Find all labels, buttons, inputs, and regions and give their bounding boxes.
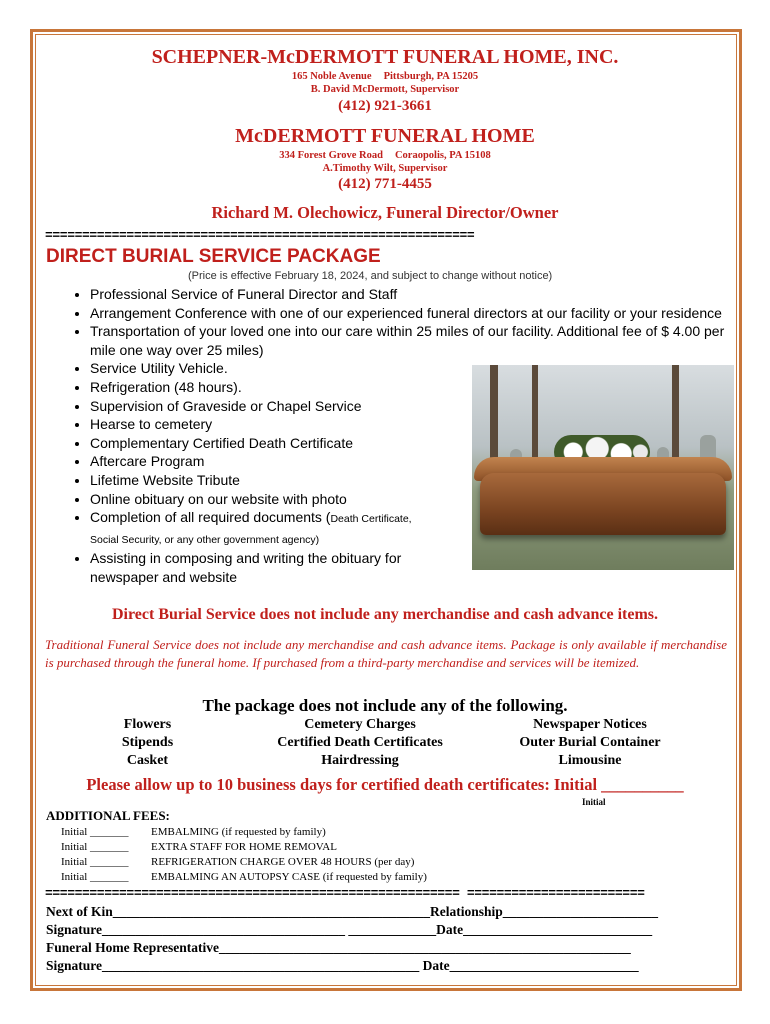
list-item: • Arrangement Conference with one of our experienced funeral directors at our facility or your residence <box>90 304 728 323</box>
phone-2: (412) 771-4455 <box>338 176 432 192</box>
list-item: Newspaper Notices <box>533 717 647 732</box>
exclusions-col-1 <box>95 716 200 770</box>
package-title: DIRECT BURIAL SERVICE PACKAGE <box>46 246 381 267</box>
list-item: Outer Burial Container <box>519 735 661 750</box>
initial-label: Initial <box>582 797 606 807</box>
phone-1: (412) 921-3661 <box>338 98 432 114</box>
list-item: • Aftercare Program <box>90 452 728 471</box>
list-item: Casket <box>126 753 169 768</box>
divider-top: ========================================================== <box>45 228 475 243</box>
divider-bottom: ======================================================== ======================== <box>45 886 645 901</box>
list-item: • Lifetime Website Tribute <box>90 471 728 490</box>
list-item: Hairdressing <box>321 753 399 768</box>
traditional-service-note: Traditional Funeral Service does not include any merchandise and cash advance items. Package is only available if merchandise is purchased through the funeral home. If purchased from a third-party merchandise and services will be itemized. <box>45 637 727 670</box>
supervisor-2: A.Timothy Wilt, Supervisor <box>322 163 448 174</box>
list-item: Certified Death Certificates <box>277 735 443 750</box>
additional-fees-title: ADDITIONAL FEES: <box>46 808 170 823</box>
signature-field[interactable]: Signature____________________________________ _____________Date____________________________ <box>46 922 653 937</box>
company-name-1: SCHEPNER-McDERMOTT FUNERAL HOME, INC. <box>151 46 619 68</box>
exclusions-title: The package does not include any of the following. <box>202 696 568 715</box>
certificate-initial-line[interactable]: Please allow up to 10 business days for certified death certificates: Initial __________ <box>86 775 684 794</box>
owner-line: Richard M. Olechowicz, Funeral Director/Owner <box>211 203 559 222</box>
address-1: 165 Noble Avenue Pittsburgh, PA 15205 <box>291 71 479 82</box>
supervisor-1: B. David McDermott, Supervisor <box>310 84 460 95</box>
list-item: Stipends <box>121 735 174 750</box>
company-name-2: McDERMOTT FUNERAL HOME <box>235 125 535 147</box>
list-item: • Supervision of Graveside or Chapel Service <box>90 397 728 416</box>
list-item: • Transportation of your loved one into our care within 25 miles of our facility. Additional fee of $ 4.00 per mile one way over 25 miles) <box>90 322 728 359</box>
representative-signature-field[interactable]: Signature_______________________________________________ Date____________________________ <box>46 958 639 973</box>
fee-row[interactable]: Initial _______ EXTRA STAFF FOR HOME REMOVAL <box>61 841 337 853</box>
representative-field[interactable]: Funeral Home Representative_____________________________________________________________ <box>46 940 631 955</box>
fee-row[interactable]: Initial _______ REFRIGERATION CHARGE OVER 48 HOURS (per day) <box>61 856 415 868</box>
list-item: Flowers <box>123 717 172 732</box>
list-item: • Assisting in composing and writing the obituary for newspaper and website <box>90 549 435 586</box>
fee-row[interactable]: Initial _______ EMBALMING AN AUTOPSY CASE (if requested by family) <box>61 871 427 883</box>
list-item: Limousine <box>558 753 622 768</box>
list-item: • Complementary Certified Death Certificate <box>90 434 728 453</box>
exclusions-col-2 <box>260 716 460 770</box>
merchandise-notice: Direct Burial Service does not include any merchandise and cash advance items. <box>111 606 659 623</box>
next-of-kin-field[interactable]: Next of Kin_______________________________________________Relationship_______________________ <box>46 904 659 919</box>
exclusions-col-3 <box>505 716 675 770</box>
list-item: Cemetery Charges <box>304 717 416 732</box>
list-item: • Professional Service of Funeral Director and Staff <box>90 285 728 304</box>
fee-row[interactable]: Initial _______ EMBALMING (if requested by family) <box>61 826 326 838</box>
list-item: • Completion of all required documents (Death Certificate, Social Security, or any other government agency) <box>90 508 435 549</box>
casket-photo <box>472 365 734 570</box>
list-item: • Refrigeration (48 hours). <box>90 378 728 397</box>
price-note: (Price is effective February 18, 2024, and subject to change without notice) <box>188 270 553 282</box>
list-item: • Hearse to cemetery <box>90 415 728 434</box>
list-item: • Online obituary on our website with photo <box>90 490 728 509</box>
address-2: 334 Forest Grove Road Coraopolis, PA 15108 <box>279 150 491 161</box>
list-item: • Service Utility Vehicle. <box>90 359 728 378</box>
